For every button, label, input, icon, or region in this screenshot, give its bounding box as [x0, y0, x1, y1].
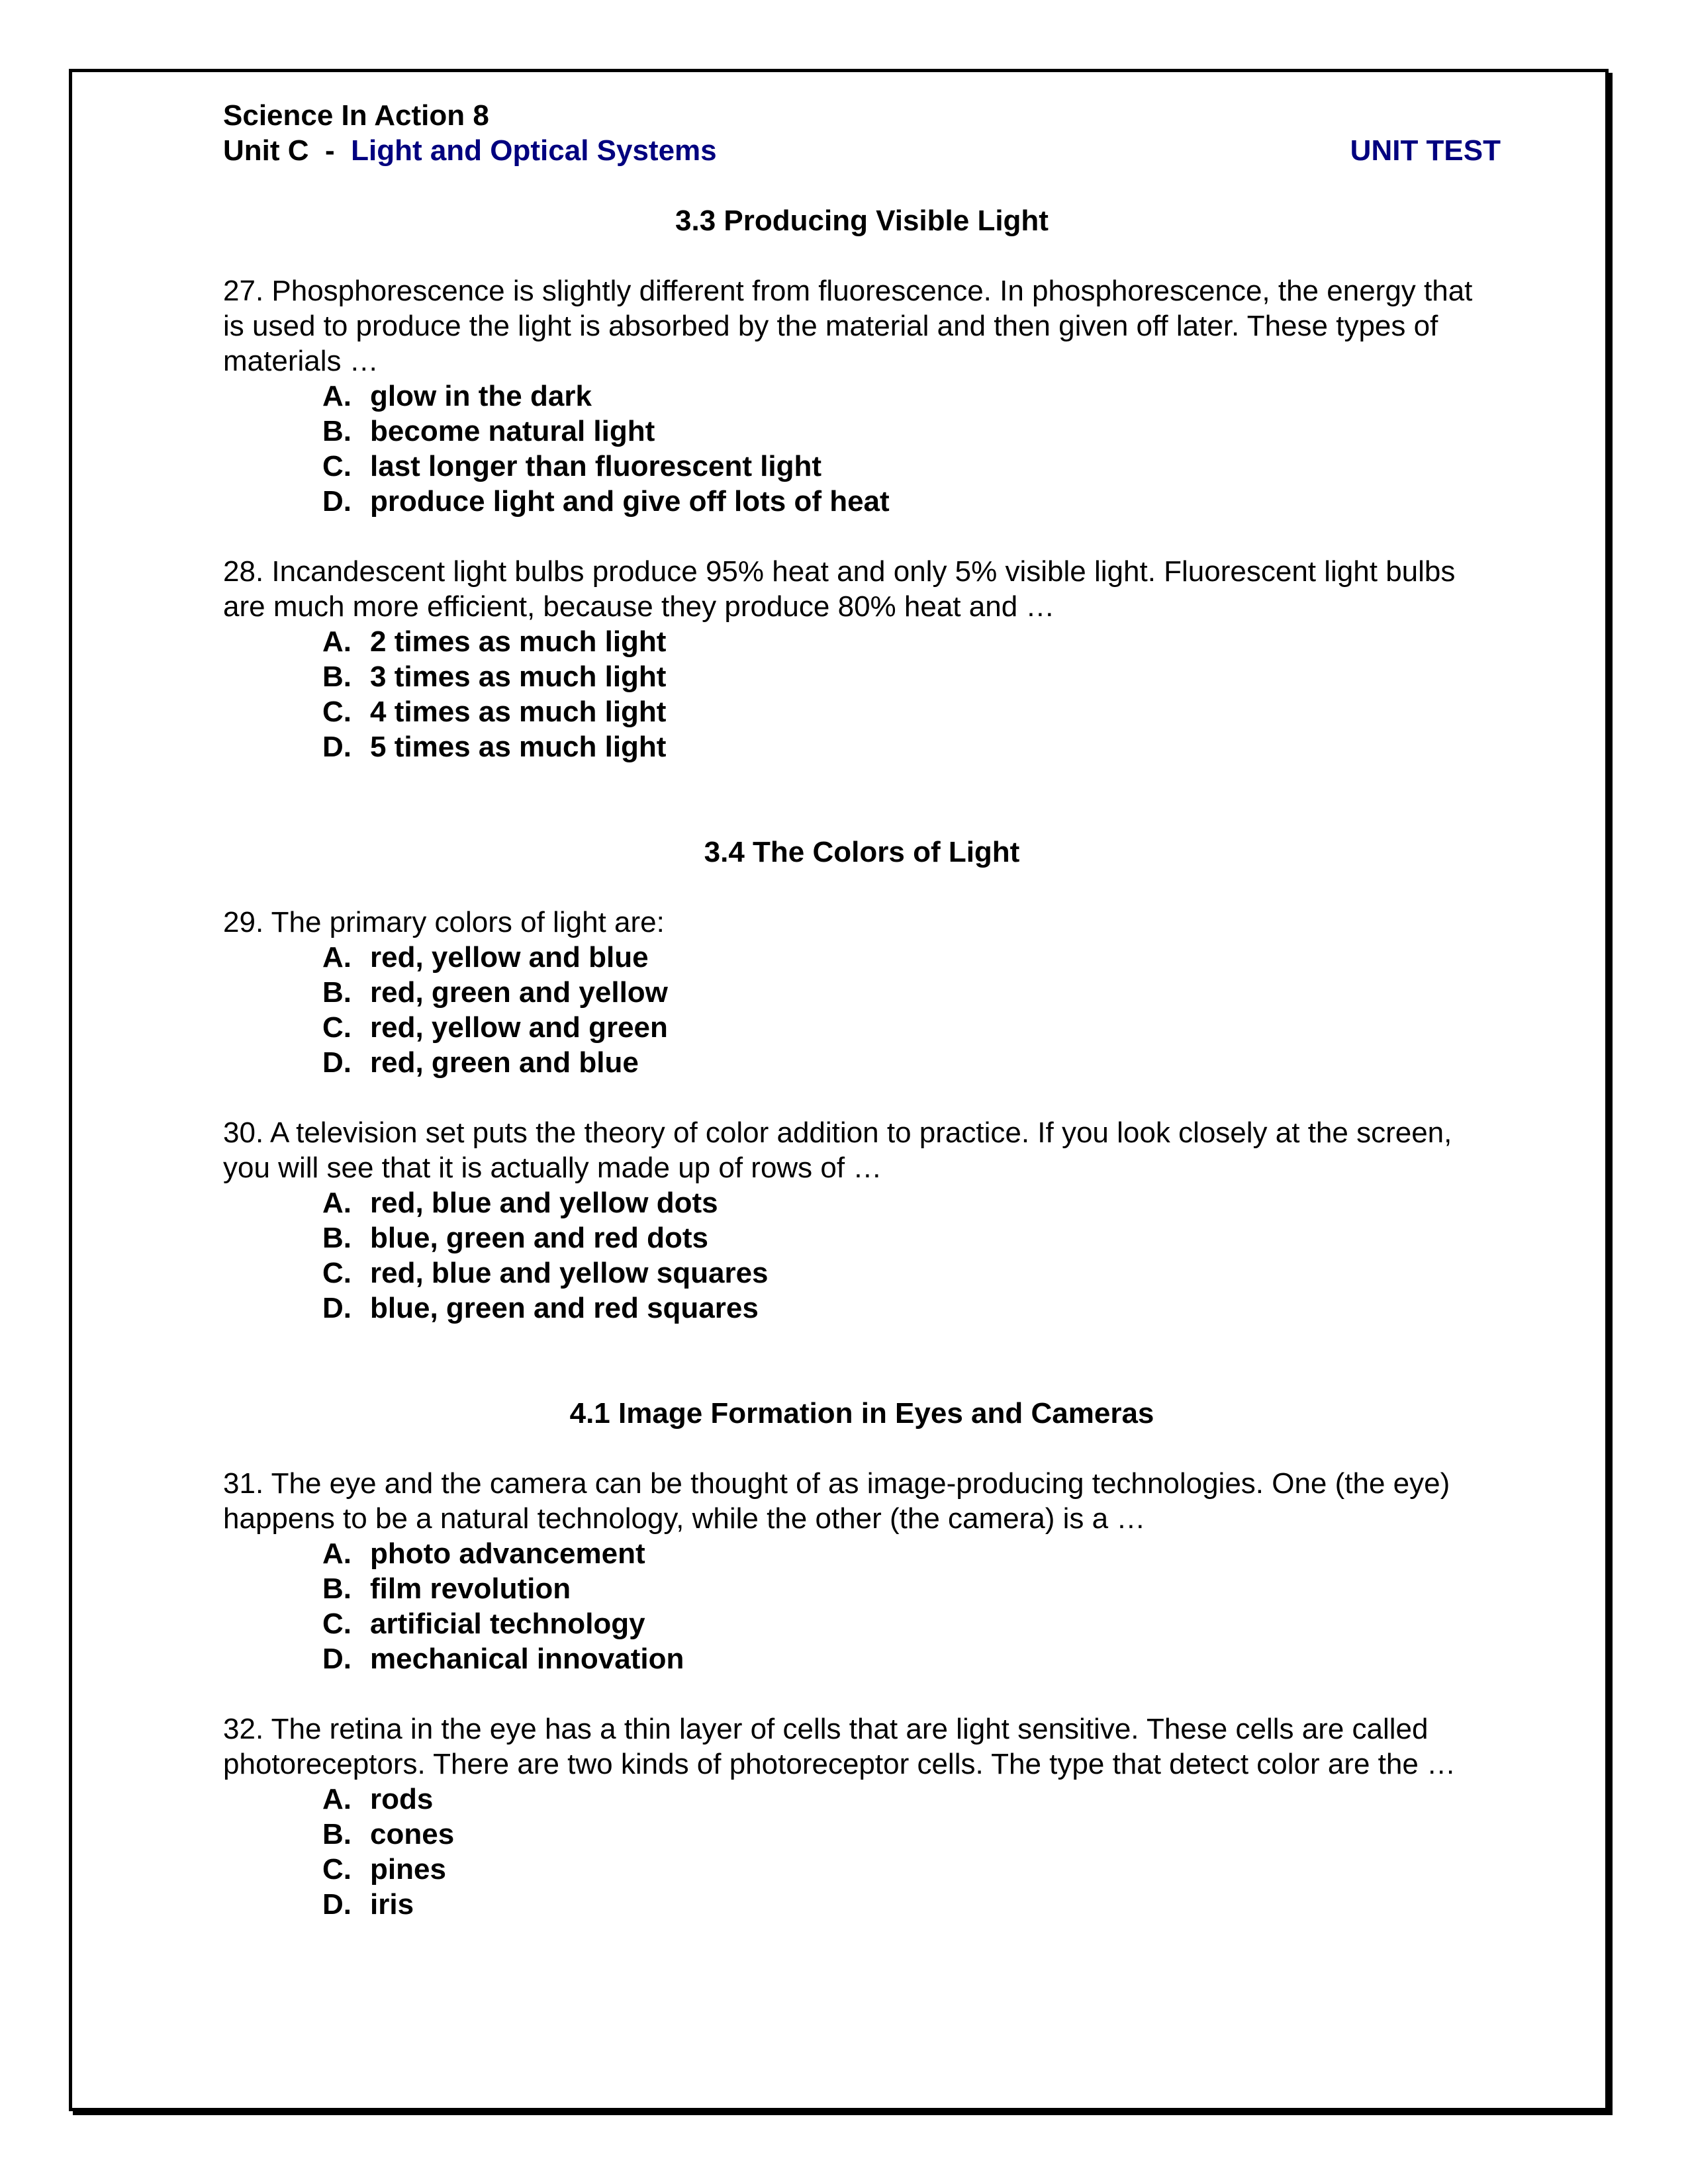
option-d[interactable]: [322, 484, 1501, 519]
answer-options: [223, 1185, 1501, 1326]
option-a[interactable]: [322, 624, 1501, 659]
option-text: red, yellow and blue: [370, 941, 649, 974]
question-text: 28. Incandescent light bulbs produce 95% heat and only 5% visible light. Fluorescent light bulbs are much more efficient, because they produce 80% heat and …: [223, 555, 1456, 623]
option-letter: A.: [322, 1783, 352, 1815]
section-title: 4.1 Image Formation in Eyes and Cameras: [569, 1397, 1154, 1430]
option-b[interactable]: [322, 1220, 1501, 1255]
section-4-1: [223, 1396, 1501, 1922]
option-letter: A.: [322, 1537, 352, 1570]
option-c[interactable]: [322, 1606, 1501, 1641]
option-text: mechanical innovation: [370, 1643, 684, 1675]
option-text: red, green and blue: [370, 1046, 639, 1079]
option-letter: B.: [322, 415, 352, 447]
option-b[interactable]: [322, 659, 1501, 694]
option-text: cones: [370, 1818, 455, 1850]
option-text: rods: [370, 1783, 434, 1815]
option-d[interactable]: [322, 1641, 1501, 1676]
section-title: 3.3 Producing Visible Light: [675, 205, 1049, 237]
option-text: produce light and give off lots of heat: [370, 485, 890, 518]
option-c[interactable]: [322, 1010, 1501, 1045]
question-31: [223, 1466, 1501, 1676]
option-text: blue, green and red squares: [370, 1292, 759, 1324]
unit-header: [223, 133, 1501, 168]
option-text: pines: [370, 1853, 446, 1886]
option-b[interactable]: [322, 1571, 1501, 1606]
question-text: 29. The primary colors of light are:: [223, 906, 665, 938]
test-page: [223, 98, 1501, 1922]
option-text: film revolution: [370, 1572, 571, 1605]
unit-prefix: Unit C -: [223, 134, 352, 167]
option-a[interactable]: [322, 1536, 1501, 1571]
option-letter: D.: [322, 485, 352, 518]
option-letter: B.: [322, 660, 352, 693]
option-letter: B.: [322, 1572, 352, 1605]
option-letter: D.: [322, 1046, 352, 1079]
option-letter: D.: [322, 1888, 352, 1921]
section-3-3: [223, 203, 1501, 764]
option-c[interactable]: [322, 694, 1501, 729]
answer-options: [223, 1536, 1501, 1676]
option-d[interactable]: [322, 729, 1501, 764]
course-title: [223, 98, 1501, 133]
option-c[interactable]: [322, 1255, 1501, 1291]
option-letter: D.: [322, 1292, 352, 1324]
option-letter: C.: [322, 1011, 352, 1044]
option-letter: D.: [322, 731, 352, 763]
option-text: 3 times as much light: [370, 660, 667, 693]
option-letter: D.: [322, 1643, 352, 1675]
question-29: [223, 905, 1501, 1080]
unit-title: Light and Optical Systems: [351, 134, 717, 167]
option-d[interactable]: [322, 1887, 1501, 1922]
unit-test-label: UNIT TEST: [1350, 134, 1501, 167]
option-b[interactable]: [322, 1817, 1501, 1852]
option-letter: A.: [322, 625, 352, 658]
option-text: photo advancement: [370, 1537, 645, 1570]
option-b[interactable]: [322, 975, 1501, 1010]
option-letter: B.: [322, 976, 352, 1009]
section-3-4: [223, 835, 1501, 1326]
option-text: iris: [370, 1888, 414, 1921]
section-title: 3.4 The Colors of Light: [704, 836, 1020, 868]
course-name: Science In Action 8: [223, 99, 489, 132]
question-text: 32. The retina in the eye has a thin layer of cells that are light sensitive. These cells are called photoreceptors. There are two kinds of photoreceptor cells. The type that detect color are the …: [223, 1713, 1456, 1780]
option-text: become natural light: [370, 415, 655, 447]
option-c[interactable]: [322, 449, 1501, 484]
option-b[interactable]: [322, 414, 1501, 449]
option-letter: C.: [322, 696, 352, 728]
question-32: [223, 1711, 1501, 1922]
option-a[interactable]: [322, 379, 1501, 414]
option-text: last longer than fluorescent light: [370, 450, 822, 482]
option-text: artificial technology: [370, 1608, 645, 1640]
option-text: red, blue and yellow dots: [370, 1187, 718, 1219]
answer-options: [223, 624, 1501, 764]
option-a[interactable]: [322, 1782, 1501, 1817]
option-text: 2 times as much light: [370, 625, 667, 658]
option-letter: C.: [322, 1257, 352, 1289]
answer-options: [223, 940, 1501, 1080]
option-letter: B.: [322, 1818, 352, 1850]
question-text: 30. A television set puts the theory of color addition to practice. If you look closely at the screen, you will see that it is actually made up of rows of …: [223, 1116, 1452, 1184]
option-letter: C.: [322, 1853, 352, 1886]
question-28: [223, 554, 1501, 764]
option-text: red, green and yellow: [370, 976, 668, 1009]
option-letter: A.: [322, 941, 352, 974]
answer-options: [223, 379, 1501, 519]
option-text: blue, green and red dots: [370, 1222, 708, 1254]
option-d[interactable]: [322, 1045, 1501, 1080]
option-c[interactable]: [322, 1852, 1501, 1887]
option-text: glow in the dark: [370, 380, 592, 412]
question-27: [223, 273, 1501, 519]
option-text: red, blue and yellow squares: [370, 1257, 769, 1289]
option-letter: A.: [322, 380, 352, 412]
answer-options: [223, 1782, 1501, 1922]
option-text: red, yellow and green: [370, 1011, 668, 1044]
option-text: 4 times as much light: [370, 696, 667, 728]
option-a[interactable]: [322, 1185, 1501, 1220]
question-text: 31. The eye and the camera can be thought of as image-producing technologies. One (the eye) happens to be a natural technology, while the other (the camera) is a …: [223, 1467, 1450, 1535]
option-a[interactable]: [322, 940, 1501, 975]
option-letter: B.: [322, 1222, 352, 1254]
question-30: [223, 1115, 1501, 1326]
option-letter: C.: [322, 450, 352, 482]
option-d[interactable]: [322, 1291, 1501, 1326]
option-text: 5 times as much light: [370, 731, 667, 763]
question-text: 27. Phosphorescence is slightly different from fluorescence. In phosphorescence, the energy that is used to produce the light is absorbed by the material and then given off later. These types of materials …: [223, 275, 1473, 377]
option-letter: A.: [322, 1187, 352, 1219]
option-letter: C.: [322, 1608, 352, 1640]
